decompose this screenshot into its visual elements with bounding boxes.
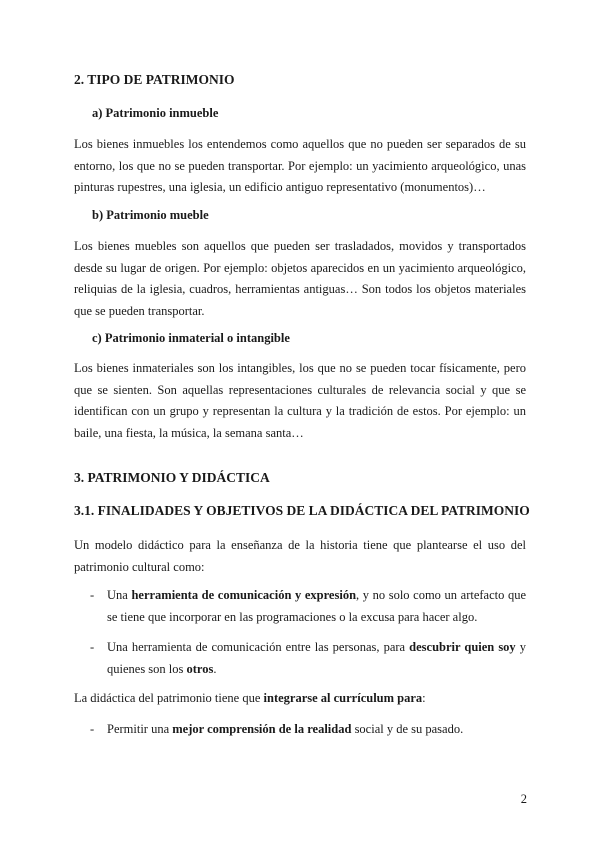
section-2-heading: 2. TIPO DE PATRIMONIO (74, 72, 235, 87)
didactic-model-text: Un modelo didáctico para la enseñanza de la historia tiene que plantearse el uso del patrimonio cultural como: (74, 538, 526, 574)
section-3-1-heading: 3.1. FINALIDADES Y OBJETIVOS DE LA DIDÁCTICA DEL PATRIMONIO (74, 503, 530, 518)
subsection-c-paragraph: Los bienes inmateriales son los intangibles, los que no se pueden tocar físicamente, pero que se sienten. Son aquellas representaciones culturales de relevancia social y que se identifican con un grupo y representan la cultura y la tradición de estos. Por ejemplo: un baile, una fiesta, la música, la semana santa… (74, 361, 526, 440)
subsection-a-title: a) Patrimonio inmueble (92, 106, 219, 120)
list-item-text: Una herramienta de comunicación y expresión, y no solo como un artefacto que se tiene que incorporar en las programaciones o la excusa para hacer algo. (107, 588, 527, 624)
list-item-text: Permitir una mejor comprensión de la realidad social y de su pasado. (107, 722, 464, 736)
subsection-c-title: c) Patrimonio inmaterial o intangible (92, 331, 290, 345)
curriculum-paragraph: La didáctica del patrimonio tiene que integrarse al currículum para: (74, 691, 426, 705)
subsection-a-paragraph: Los bienes inmuebles los entendemos como aquellos que no pueden ser separados de su entorno, los que no se pueden transportar. Por ejemplo: un yacimiento arqueológico, unas pinturas rupestres, una iglesia, un edificio antiguo representativo (monumentos)… (74, 137, 526, 194)
bold-term: otros (186, 661, 214, 676)
list-item (90, 637, 526, 680)
didactic-model-paragraph (74, 535, 526, 578)
bold-term: mejor comprensión de la realidad (172, 722, 352, 736)
subsection-b-paragraph: Los bienes muebles son aquellos que pueden ser trasladados, movidos y transportados desde su lugar de origen. Por ejemplo: objetos aparecidos en un yacimiento arqueológico, reliquias de la iglesia, cuadros, herramientas antiguas… Son todos los objetos materiales que se pueden transportar. (74, 239, 526, 318)
subsection-b-title: b) Patrimonio mueble (92, 208, 209, 222)
list-item (90, 585, 526, 628)
bullet-dash: - (90, 588, 95, 602)
bullet-dash: - (90, 640, 95, 654)
list-item (90, 719, 526, 741)
bold-term: integrarse al currículum para (263, 691, 423, 705)
section-3-heading: 3. PATRIMONIO Y DIDÁCTICA (74, 470, 270, 485)
page-number: 2 (520, 792, 527, 806)
bold-term: herramienta de comunicación y expresión (131, 588, 357, 602)
bullet-dash: - (90, 722, 95, 736)
list-item-text: Una herramienta de comunicación entre las personas, para descubrir quien soy y quienes son los otros. (107, 640, 526, 676)
bold-term: descubrir quien soy (409, 640, 516, 654)
